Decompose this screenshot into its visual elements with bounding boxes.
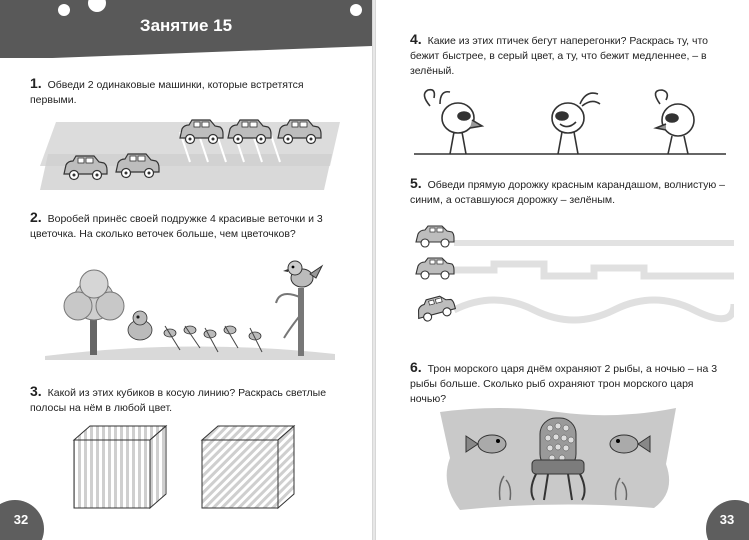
- task-3: [30, 384, 348, 416]
- bird-icon[interactable]: [552, 93, 600, 154]
- task-text: Воробей принёс своей подружке 4 красивые веточки и 3 цветочка. На сколько веточек больше, чем цветочков?: [30, 213, 323, 240]
- left-page: [0, 0, 372, 540]
- task-number: 1.: [30, 75, 42, 91]
- lesson-title: Занятие 15: [139, 16, 233, 35]
- task-text: Обведи 2 одинаковые машинки, которые встретятся первыми.: [30, 79, 304, 106]
- page-number-badge: [706, 500, 749, 540]
- cube-icon[interactable]: [74, 426, 166, 508]
- car-icon: [416, 258, 454, 279]
- task-2: [30, 210, 348, 242]
- task-6: [410, 360, 730, 407]
- paths-illustration: [414, 214, 734, 334]
- right-page: [376, 0, 749, 540]
- task-text: Трон морского царя днём охраняют 2 рыбы, а ночью – на 3 рыбы больше. Сколько рыб охраняют трон морского царя ночью?: [410, 363, 718, 405]
- tree-icon: [64, 270, 124, 355]
- task-text: Какой из этих кубиков в косую линию? Раскрась светлые полосы на нём в любой цвет.: [30, 387, 327, 414]
- sea-throne-illustration: [440, 404, 676, 514]
- bird-icon[interactable]: [655, 90, 694, 154]
- bird-icon: [128, 311, 152, 340]
- page-number: 32: [13, 512, 29, 527]
- page-number: 33: [719, 512, 735, 527]
- task-text: Обведи прямую дорожку красным карандашом, волнистую – синим, а оставшуюся дорожку – зелёным.: [410, 179, 726, 206]
- bird-icon[interactable]: [424, 90, 482, 154]
- task-4: [410, 32, 730, 79]
- sparrow-scene-illustration: [40, 258, 340, 363]
- page-number-badge: [0, 500, 44, 540]
- task-number: 6.: [410, 359, 422, 375]
- task-1: [30, 76, 348, 108]
- header-diagonal: [0, 46, 372, 60]
- birch-tree-icon: [276, 288, 304, 356]
- cars-road-illustration: [40, 112, 340, 190]
- cubes-illustration: [66, 424, 314, 514]
- birds-race-illustration: [410, 86, 730, 164]
- task-number: 2.: [30, 209, 42, 225]
- task-number: 5.: [410, 175, 422, 191]
- cube-icon[interactable]: [202, 426, 294, 508]
- car-icon: [416, 226, 454, 247]
- header-decor-dot: [58, 4, 70, 16]
- task-number: 4.: [410, 31, 422, 47]
- bird-icon: [283, 261, 322, 287]
- task-number: 3.: [30, 383, 42, 399]
- header-decor-dot: [350, 4, 362, 16]
- car-icon: [415, 293, 457, 323]
- task-text: Какие из этих птичек бегут наперегонки? Раскрась ту, что бежит быстрее, в серый цвет, а ту, что бежит медленнее, – в зелёный.: [410, 35, 708, 77]
- task-5: [410, 176, 730, 208]
